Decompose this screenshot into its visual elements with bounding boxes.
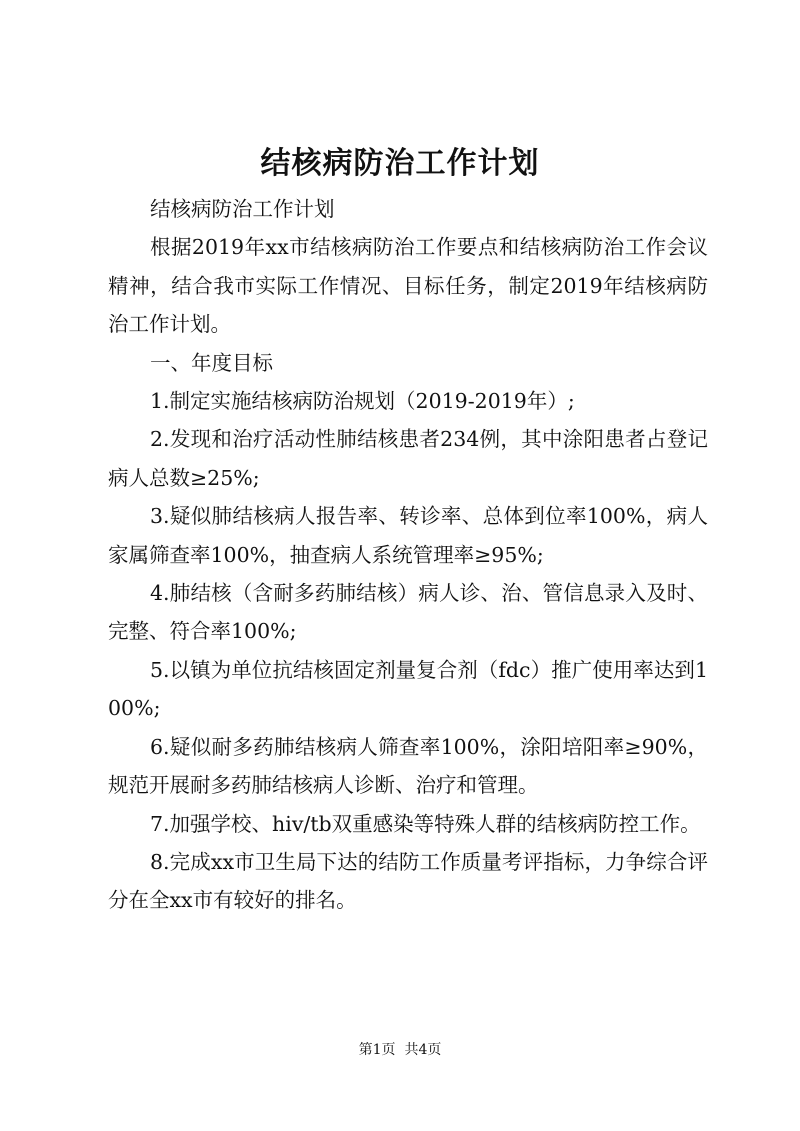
list-item: 4.肺结核（含耐多药肺结核）病人诊、治、管信息录入及时、完整、符合率100%; — [108, 581, 708, 644]
page-title: 结核病防治工作计划 — [260, 146, 540, 181]
paragraph-subtitle: 结核病防治工作计划 — [150, 197, 335, 221]
list-item: 3.疑似肺结核病人报告率、转诊率、总体到位率100%，病人家属筛查率100%，抽查病人系统管理率≥95%; — [108, 504, 708, 567]
paragraph-intro: 根据2019年xx市结核病防治工作要点和结核病防治工作会议精神，结合我市实际工作情况、目标任务，制定2019年结核病防治工作计划。 — [108, 235, 708, 337]
list-item: 8.完成xx市卫生局下达的结防工作质量考评指标，力争综合评分在全xx市有较好的排名。 — [108, 849, 708, 913]
document-body — [108, 190, 708, 920]
section-heading: 一、年度目标 — [150, 350, 273, 375]
page-footer — [0, 1040, 800, 1060]
page-number: 第1页 共4页 — [358, 1042, 442, 1058]
list-item: 2.发现和治疗活动性肺结核患者234例，其中涂阳患者占登记病人总数≥25%; — [108, 427, 708, 490]
list-item: 5.以镇为单位抗结核固定剂量复合剂（fdc）推广使用率达到100%; — [108, 657, 708, 721]
list-item: 1.制定实施结核病防治规划（2019-2019年）; — [150, 389, 575, 414]
list-item: 6.疑似耐多药肺结核病人筛查率100%，涂阳培阳率≥90%，规范开展耐多药肺结核病人诊断、治疗和管理。 — [108, 734, 708, 798]
list-item: 7.加强学校、hiv/tb双重感染等特殊人群的结核病防控工作。 — [150, 811, 701, 836]
